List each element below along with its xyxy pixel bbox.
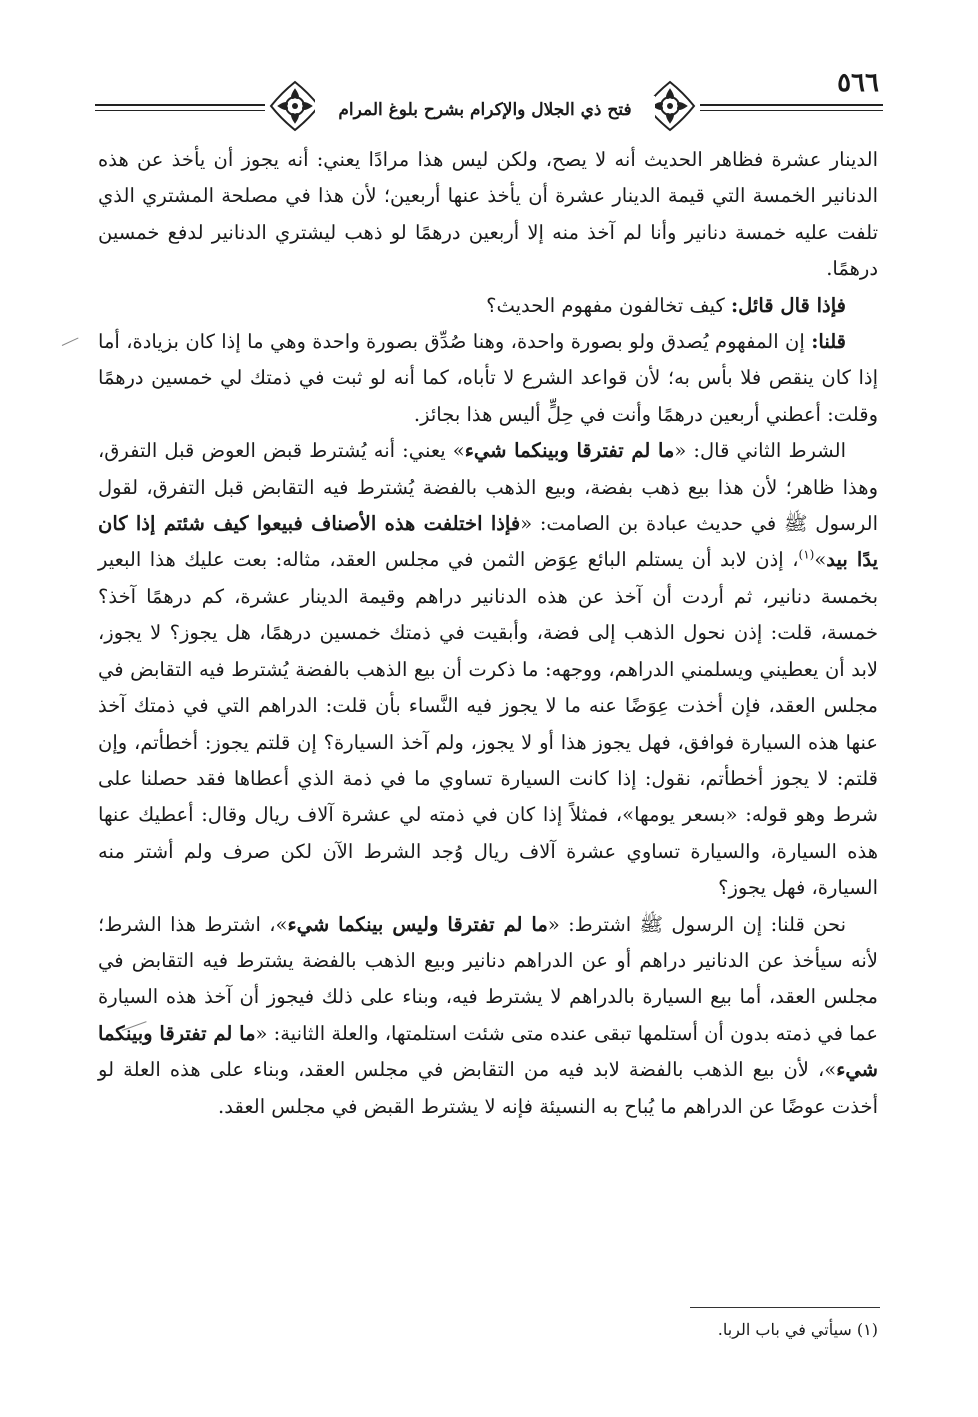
bold-text-run: فإذا قال قائل: xyxy=(730,293,846,317)
text-run: ، إذن لابد أن يستلم البائع عِوَض الثمن في مجلس العقد، مثاله: بعت عليك هذا البعير بخمسة دنانير، ثم أردت أن آخذ عن هذه الدنانير دراهم وقيمة الدينار عشرة، كم درهمًا آخذ؟ خمسة، قلت: إذن نحول الذهب إلى فضة، وأبقيت في ذمتك خمسين درهمًا، هل يجوز؟ لا يجوز، لابد أن يعطيني ويسلمني الدراهم، ووجهه: ما ذكرت أن بيع الذهب بالفضة يُشترط فيه التقابض في مجلس العقد، فإن أخذت عِوَضًا عنه ما لا يجوز فيه النَّساء بأن قلت: الدراهم التي في ذمتك آخذ عنها هذه السيارة فوافق، فهل يجوز هذا أو لا يجوز، ولم آخذ السيارة؟ إن قلتم يجوز: أخطأتم، وإن قلتم: لا يجوز أخطأتم، نقول: إذا كانت السيارة تساوي ما في ذمة الذي أعطاها فقد حصلنا على شرط وهو قوله: «بسعر يومها»، فمثلاً إذا كان في ذمته لي عشرة آلاف ريال وقال: أعطيك عنها هذه السيارة، والسيارة تساوي عشرة آلاف ريال وُجد الشرط الآن لكن صرف ولم أشتر منه السيارة، فهل يجوز؟ xyxy=(98,548,878,900)
bold-text-run: فإذا اختلفت هذه الأصناف فبيعوا كيف شئتم إذا كان يدًا بيد xyxy=(98,512,879,572)
bold-text-run: ما لم تفترقا وبينكما شيء xyxy=(98,1021,878,1082)
page-number: ٥٦٦ xyxy=(833,68,883,98)
book-title: فتح ذي الجلال والإكرام بشرح بلوغ المرام xyxy=(315,96,655,124)
text-run: الدينار عشرة فظاهر الحديث أنه لا يصح، ولكن ليس هذا مرادًا يعني: أنه يجوز أن يأخذ عن هذه الدنانير الخمسة التي قيمة الدينار عشرة أن يأخذ عنها أربعين؛ لأن هذا في مصلحة المشتري الذي تلفت عليه خمسة دنانير وأنا لم آخذ منه إلا أربعين درهمًا لو ذهب ليشتري الدنانير لدفع خمسين درهمًا. xyxy=(98,148,878,281)
text-run: كيف تخالفون مفهوم الحديث؟ xyxy=(486,293,731,317)
footnote-marker: (١) xyxy=(798,547,815,562)
footnote: (١) سيأتي في باب الربا. xyxy=(717,1320,878,1339)
paragraph xyxy=(98,288,878,324)
text-run: » يعني: أنه يُشترط قبض العوض قبل التفرق، وهذا ظاهر؛ لأن هذا بيع ذهب بفضة، وبيع الذهب بالفضة يُشترط فيه التقابض قبل التفرق، لقول الرسول ﷺ في حديث عبادة بن الصامت: « xyxy=(98,439,878,536)
body-text xyxy=(98,142,878,1125)
bold-text-run: ما لم تفترقا وليس بينكما شيء xyxy=(287,912,548,936)
text-run: »، اشترط هذا الشرط؛ لأنه سيأخذ عن الدنانير دراهم أو عن الدراهم دنانير وبيع الذهب بالفضة يشترط فيه التقابض في مجلس العقد، أما بيع السيارة بالدراهم لا يشترط فيه، وبناء على ذلك فيجوز أن آخذ هذه السيارة عما في ذمته بدون أن أستلمها تبقى عنده متى شئت استلمتها، والعلة الثانية: « xyxy=(98,912,878,1045)
pencil-mark xyxy=(62,337,79,346)
bold-text-run: ما لم تفترقا وبينكما شيء xyxy=(464,439,675,463)
text-run: إن المفهوم يُصدق ولو بصورة واحدة، وهنا صُدِّق بصورة واحدة وهي ما إذا كان بزيادة، أما إذا كان ينقص فلا بأس به؛ لأن قواعد الشرع لا تأباه، كما أنه لو ثبت في ذمتك لي خمسين درهمًا وقلت: أعطني أربعين درهمًا وأنت في حِلٍّ أليس هذا بجائز. xyxy=(98,330,878,426)
text-run: الشرط الثاني قال: « xyxy=(674,439,846,463)
text-run: »، لأن بيع الذهب بالفضة لابد فيه من التقابض في مجلس العقد، وبناء على هذه العلة لو أخذت عوضًا عن الدراهم ما يُباح به النسيئة فإنه لا يشترط القبض في مجلس العقد. xyxy=(98,1058,878,1118)
text-run: نحن قلنا: إن الرسول ﷺ اشترط: « xyxy=(547,912,846,936)
paragraph xyxy=(98,324,878,433)
bold-text-run: قلنا: xyxy=(811,330,846,354)
footnote-rule xyxy=(690,1307,880,1308)
paragraph xyxy=(98,907,878,1125)
text-run: » xyxy=(814,548,827,572)
paragraph xyxy=(98,142,878,288)
paragraph xyxy=(98,433,878,906)
